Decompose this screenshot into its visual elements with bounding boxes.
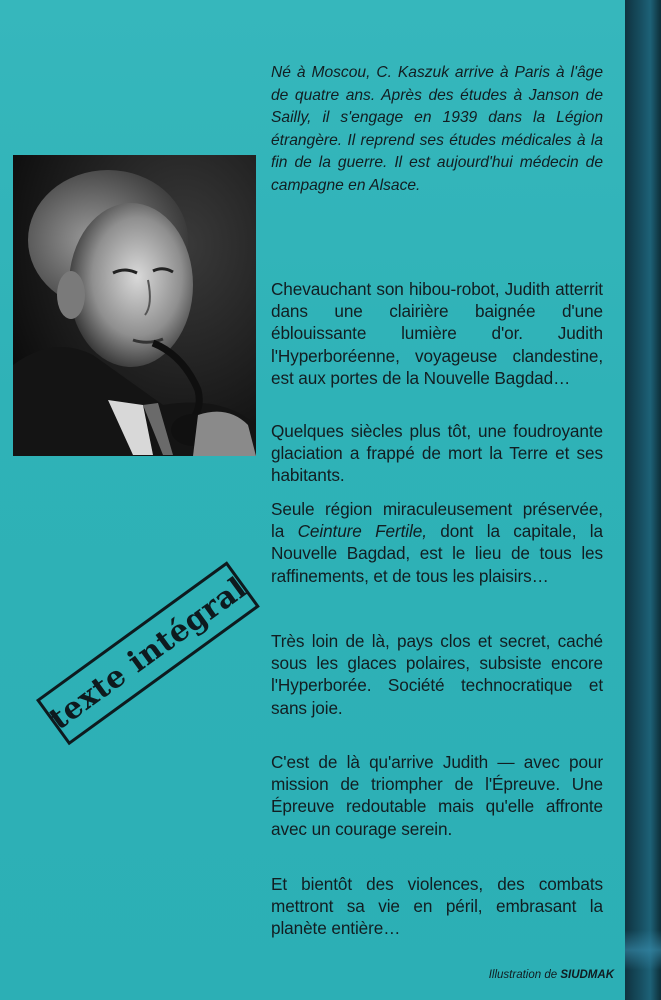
summary-paragraph-4: Très loin de là, pays clos et secret, caché sous les glaces polaires, subsiste encore l'Hyperborée. Société technocratique et sans joie.	[271, 631, 603, 718]
spine-highlight	[625, 930, 661, 970]
author-portrait-photo	[13, 155, 256, 456]
ceinture-fertile-emphasis: Ceinture Fertile,	[297, 521, 427, 542]
illustration-credit	[489, 969, 614, 981]
summary-paragraph-3-end: dont la capitale, la Nouvelle Bagdad, est le lieu de tous les raffinements, et de tous les plaisirs…	[271, 521, 603, 586]
summary-paragraph-5: C'est de là qu'arrive Judith — avec pour mission de triompher de l'Épreuve. Une Épreuve redoutable mais qu'elle affronte avec un courage serein.	[271, 752, 603, 839]
summary-paragraph-6: Et bientôt des violences, des combats mettront sa vie en péril, embrasant la planète entière…	[271, 874, 603, 939]
summary-paragraph-1: Chevauchant son hibou-robot, Judith atterrit dans une clairière baignée d'une éblouissante lumière d'or. Judith l'Hyperboréenne, voyageuse clandestine, est aux portes de la Nouvelle Bagdad…	[271, 279, 603, 388]
illustrator-name: SIUDMAK	[560, 969, 614, 981]
author-bio: Né à Moscou, C. Kaszuk arrive à Paris à l'âge de quatre ans. Après des études à Janson de Sailly, il s'engage en 1939 dans la Légion étrangère. Il reprend ses études médicales à la fin de la guerre. Il est aujourd'hui médecin de campagne en Alsace.	[271, 64, 603, 194]
summary-paragraph-2: Quelques siècles plus tôt, une foudroyante glaciation a frappé de mort la Terre et ses habitants.	[271, 421, 603, 486]
summary-paragraph-3-start: Seule région miraculeusement préservée, la	[271, 499, 603, 542]
book-spine	[625, 0, 661, 1000]
stamp-label: texte intégral	[42, 570, 254, 737]
credit-prefix: Illustration de	[488, 969, 561, 981]
summary-paragraph-3	[271, 498, 603, 587]
